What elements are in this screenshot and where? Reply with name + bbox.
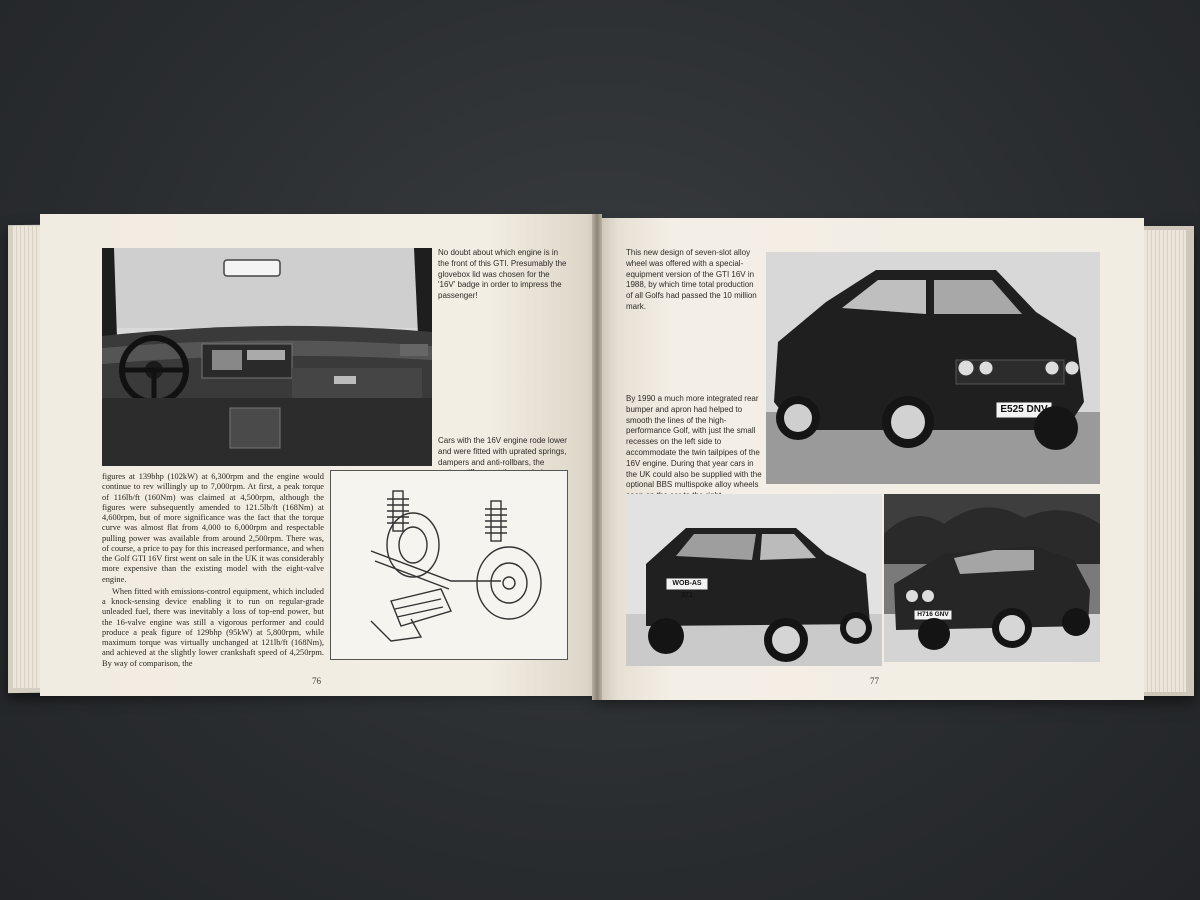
suspension-drawing xyxy=(330,470,568,660)
body-paragraph-2: When fitted with emissions-control equipment, which included a knock-sensing device enabling it to run on regular-grade unleaded fuel, there was inevitably a loss of top-end power, but the 16-valve engine was still a vigorous performer and could produce a peak figure of 129bhp (95kW) at 5,800rpm, while maximum torque was virtually unchanged at 121lb/ft (168Nm), and achieved at the slightly lower crankshaft speed of 4,250rpm. By way of comparison, the xyxy=(102,586,324,668)
page-number-right: 77 xyxy=(870,676,879,686)
left-page xyxy=(40,214,598,696)
golf-rear-photo xyxy=(626,494,882,666)
dashboard-photo xyxy=(102,248,432,466)
left-body-text xyxy=(102,472,324,671)
wheel-caption: This new design of seven-slot alloy wheel was offered with a special-equipment version of the GTI 16V in 1988, by which time total production of all Golfs had passed the 10 million mark. xyxy=(626,248,757,311)
book-spine xyxy=(592,214,602,700)
right-page xyxy=(596,218,1144,700)
bumper-caption: By 1990 a much more integrated rear bumper and apron had helped to smooth the lines of the high-performance Golf, with just the small recesses on the left side to accommodate the twin tailpipes of the 16V engine. During that year cars in the UK could also be supplied with the optional BBS multispoke alloy wheels xyxy=(626,394,762,490)
engine-caption: No doubt about which engine is in the front of this GTI. Presumably the glovebox lid was chosen for the '16V' badge in order to impress the passenger! xyxy=(438,248,567,301)
page-number-left: 76 xyxy=(312,676,321,686)
page-edges-right xyxy=(1140,230,1186,692)
third-plate-text: H716 GNV xyxy=(917,611,949,618)
body-paragraph-1: figures at 139bhp (102kW) at 6,300rpm and the engine would continue to rev willingly up to 7,000rpm. At first, a peak torque of 116lb/ft (160Nm) was claimed at 4,500rpm, although the figures were subsequently amended to 121.5lb/ft (168Nm) at 4,600rpm, but of more significance was the fact that the torque curve was almost flat from 4,000 to 6,000rpm and respectable pulling power was available from around 2,500rpm. There was, of course, a price to pay for this increased performance, and when the Golf GTI 16V first went on sale in the UK it was considerably more expensive than the existing model with the eight-valve engine. xyxy=(102,472,324,584)
golf-front-photo xyxy=(766,252,1100,484)
front-plate-text: E525 DNV xyxy=(1000,404,1048,415)
golf-bbs-photo xyxy=(884,494,1100,662)
rear-plate-text: WOB-AS 371 xyxy=(672,580,702,599)
suspension-caption: Cars with the 16V engine rode lower and were fitted with uprated springs, dampers and anti-rollbars, the xyxy=(438,436,567,467)
